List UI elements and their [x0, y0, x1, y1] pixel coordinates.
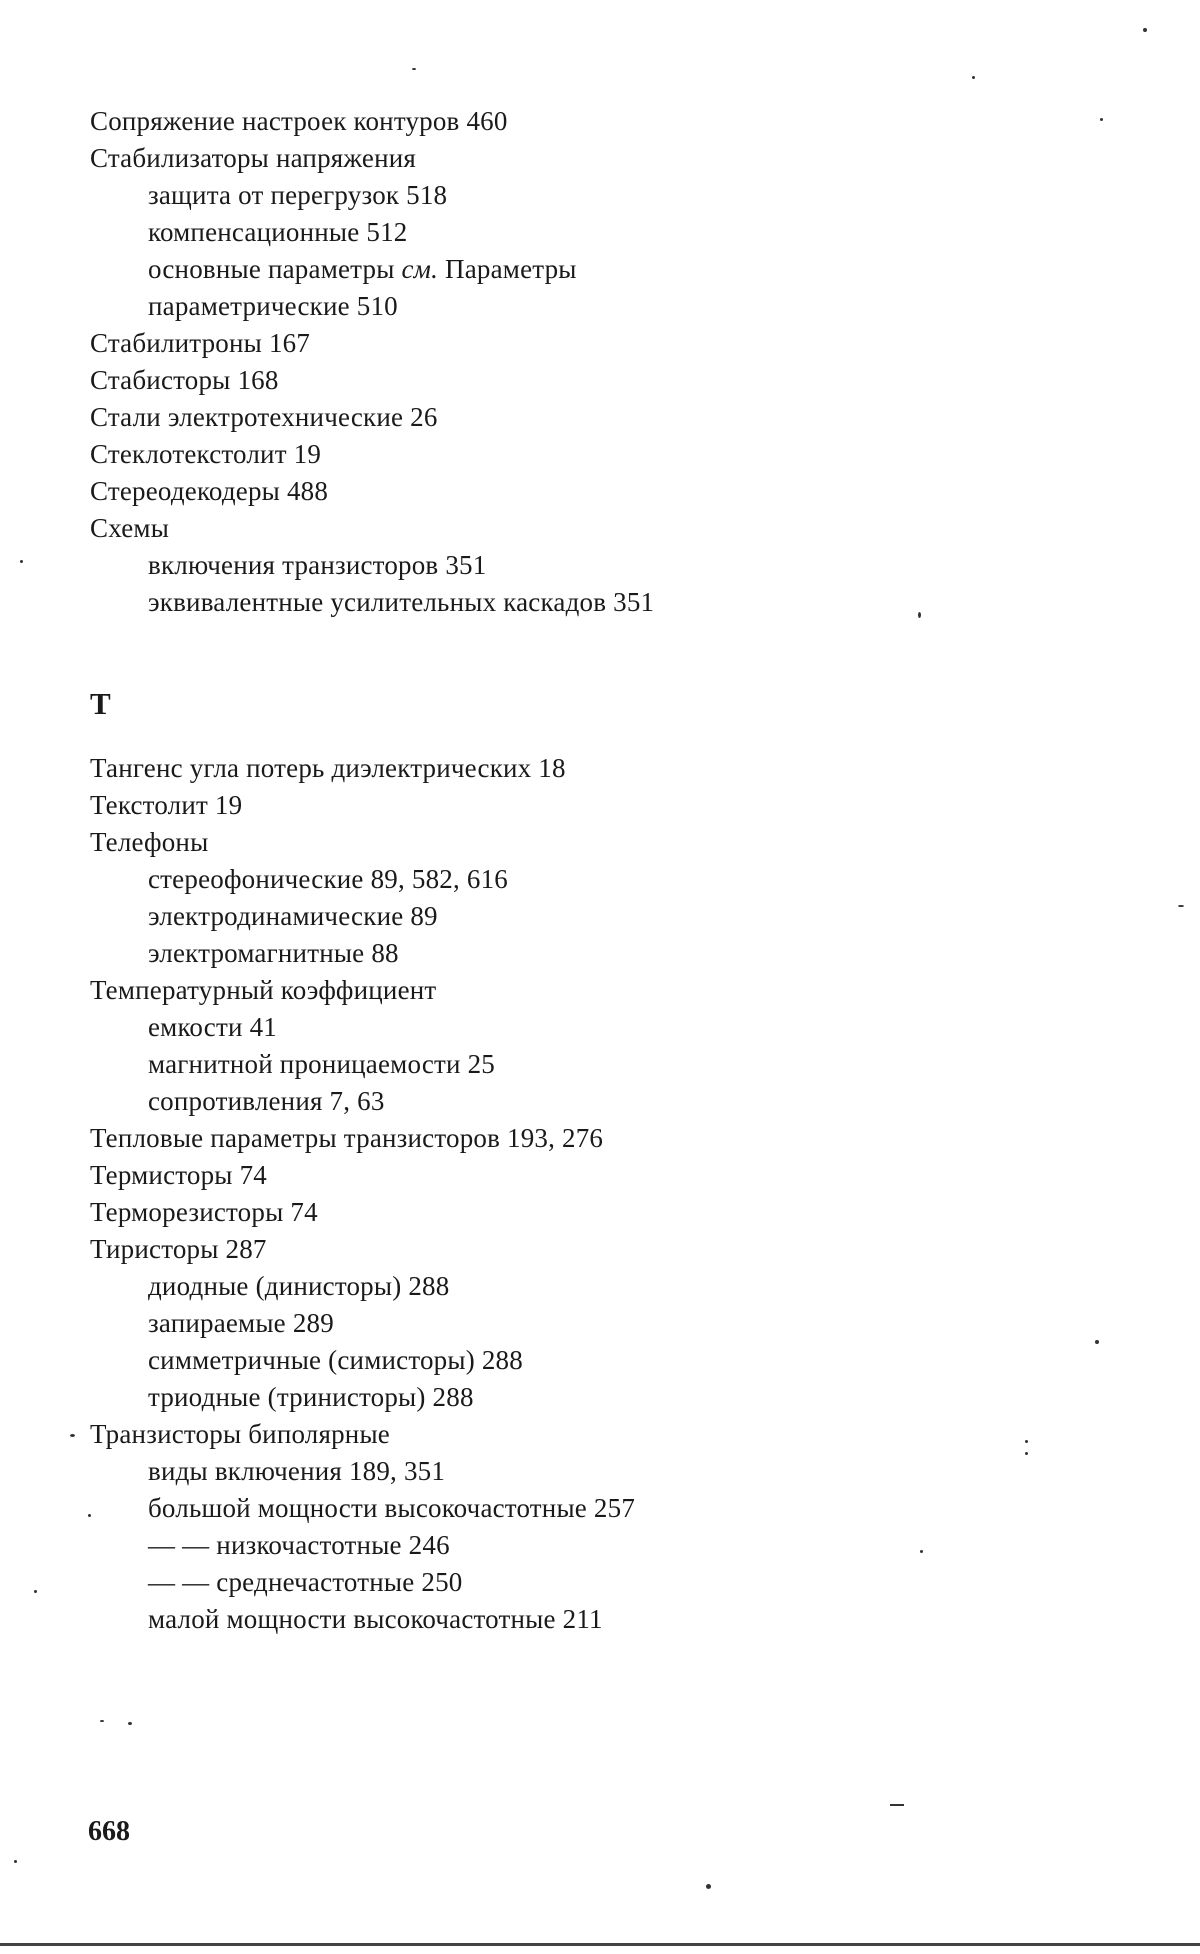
index-entry: Схемы — [90, 513, 170, 543]
scan-speck — [70, 1434, 75, 1437]
index-entry: Сопряжение настроек контуров 460 — [90, 106, 508, 136]
page-bottom-edge — [0, 1943, 1200, 1946]
index-subentry: параметрические 510 — [148, 291, 398, 321]
index-entry: Текстолит 19 — [90, 790, 243, 820]
index-subentry: триодные (тринисторы) 288 — [148, 1382, 474, 1412]
index-entry: Терморезисторы 74 — [90, 1197, 318, 1227]
index-subentry: диодные (динисторы) 288 — [148, 1271, 450, 1301]
scan-speck — [706, 1884, 711, 1889]
index-subentry: стереофонические 89, 582, 616 — [148, 864, 508, 894]
index-subentry-cross-reference — [90, 251, 1090, 288]
index-subentry: симметричные (симисторы) 288 — [148, 1345, 523, 1375]
index-subentry: компенсационные 512 — [148, 217, 408, 247]
see-reference-abbreviation: см. — [401, 254, 439, 284]
index-subentry: большой мощности высокочастотные 257 — [148, 1493, 636, 1523]
scan-speck — [1025, 1452, 1028, 1455]
index-subentry: защита от перегрузок 518 — [148, 180, 448, 210]
index-subentry: малой мощности высокочастотные 211 — [148, 1604, 603, 1634]
index-entry: Стабисторы 168 — [90, 365, 279, 395]
index-entry: Термисторы 74 — [90, 1160, 267, 1190]
subject-index — [90, 103, 1090, 1638]
scan-speck — [412, 68, 416, 70]
scan-speck — [128, 1722, 132, 1725]
index-entry: Тепловые параметры транзисторов 193, 276 — [90, 1123, 604, 1153]
scan-speck — [972, 76, 975, 79]
scan-speck — [1025, 1440, 1028, 1443]
scan-speck — [1100, 118, 1103, 121]
index-subentry: магнитной проницаемости 25 — [148, 1049, 496, 1079]
index-entry: Стали электротехнические 26 — [90, 402, 438, 432]
index-block-s — [90, 103, 1090, 621]
scan-speck — [34, 1590, 37, 1593]
index-entry: Температурный коэффициент — [90, 975, 437, 1005]
scan-speck — [1178, 905, 1184, 907]
index-subentry: сопротивления 7, 63 — [148, 1086, 385, 1116]
index-subentry: запираемые 289 — [148, 1308, 334, 1338]
scan-speck — [1143, 28, 1147, 32]
scan-speck — [1095, 1340, 1099, 1344]
index-entry: Транзисторы биполярные — [90, 1419, 390, 1449]
section-heading-letter: Т — [90, 686, 111, 721]
scan-speck — [918, 612, 921, 618]
index-entry: Тиристоры 287 — [90, 1234, 267, 1264]
index-entry: Стеклотекстолит 19 — [90, 439, 322, 469]
index-subentry: электродинамические 89 — [148, 901, 438, 931]
index-subentry: включения транзисторов 351 — [148, 550, 487, 580]
scan-speck — [14, 1860, 17, 1863]
cross-reference-target: Параметры — [438, 254, 577, 284]
index-entry: Стабилизаторы напряжения — [90, 143, 417, 173]
index-subentry: виды включения 189, 351 — [148, 1456, 446, 1486]
scan-speck — [20, 560, 23, 563]
index-subentry: емкости 41 — [148, 1012, 277, 1042]
page-number: 668 — [88, 1816, 130, 1847]
scan-speck — [100, 1720, 104, 1722]
index-block-t — [90, 750, 1090, 1638]
index-entry: Стереодекодеры 488 — [90, 476, 329, 506]
index-subentry: электромагнитные 88 — [148, 938, 399, 968]
index-entry: Телефоны — [90, 827, 209, 857]
index-entry: Тангенс угла потерь диэлектрических 18 — [90, 753, 566, 783]
scan-speck — [890, 1804, 904, 1806]
index-subentry: эквивалентные усилительных каскадов 351 — [148, 587, 655, 617]
scan-speck — [920, 1550, 923, 1553]
scan-speck — [88, 1514, 91, 1517]
index-subentry: — — среднечастотные 250 — [148, 1567, 463, 1597]
index-entry: Стабилитроны 167 — [90, 328, 311, 358]
subentry-text: основные параметры — [148, 254, 402, 284]
index-subentry: — — низкочастотные 246 — [148, 1530, 450, 1560]
